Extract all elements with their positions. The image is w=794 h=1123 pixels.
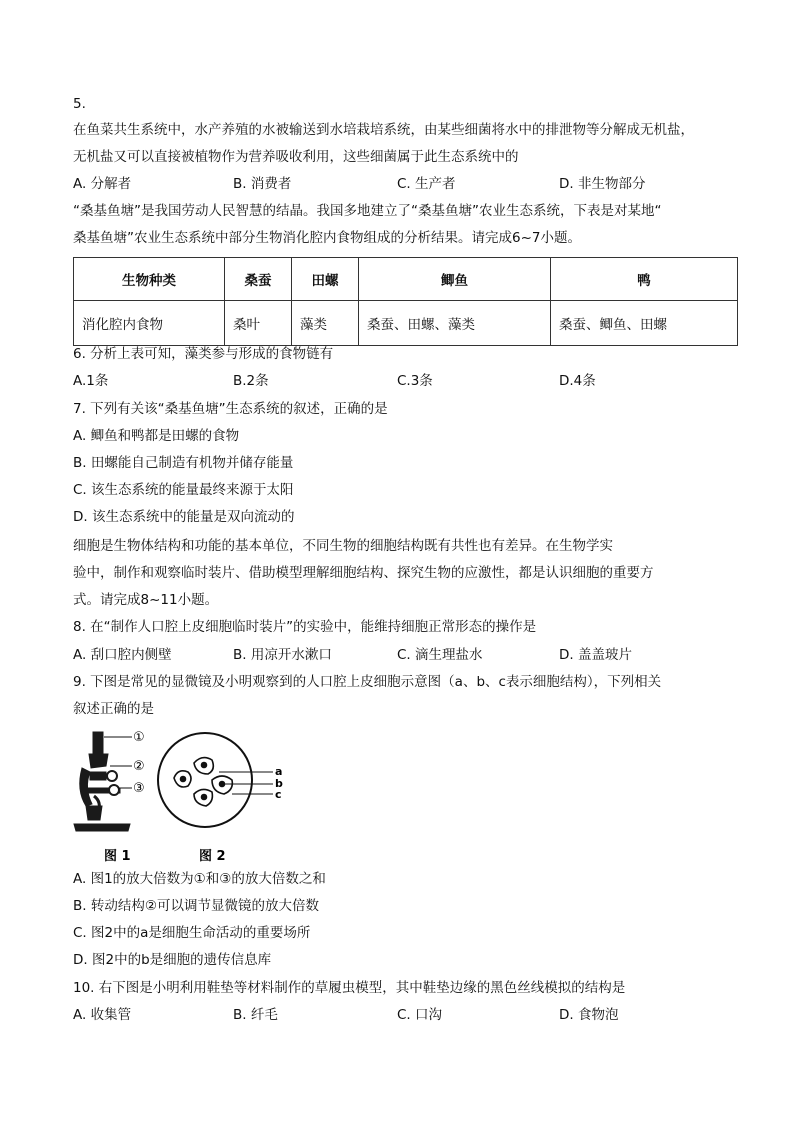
q9-option-c: C. 图2中的a是细胞生命活动的重要场所	[73, 925, 311, 941]
q8-option-b: B. 用凉开水漱口	[233, 647, 332, 663]
q9-stem-line1: 9. 下图是常见的显微镜及小明观察到的人口腔上皮细胞示意图（a、b、c表示细胞结构），下列相关	[73, 674, 662, 690]
microscope-drawing	[74, 732, 130, 831]
q5-option-b: B. 消费者	[233, 176, 292, 192]
q8-option-d: D. 盖盖玻片	[559, 647, 632, 663]
q10-option-b: B. 纤毛	[233, 1007, 278, 1023]
q7-stem: 7. 下列有关该“桑基鱼塘”生态系统的叙述，正确的是	[73, 401, 388, 417]
q9-option-a: A. 图1的放大倍数为①和③的放大倍数之和	[73, 871, 326, 887]
intro-6-7-line2: 桑基鱼塘”农业生态系统中部分生物消化腔内食物组成的分析结果。请完成6~7小题。	[73, 230, 581, 246]
figure-2-caption: 图 2	[199, 849, 226, 864]
nucleus	[202, 763, 207, 768]
q8-stem: 8. 在“制作人口腔上皮细胞临时装片”的实验中，能维持细胞正常形态的操作是	[73, 619, 537, 635]
q8-option-a: A. 刮口腔内侧壁	[73, 647, 172, 663]
q6-option-c: C.3条	[397, 373, 433, 389]
table-header-row	[74, 258, 738, 301]
q6-option-b: B.2条	[233, 373, 269, 389]
q9-option-b: B. 转动结构②可以调节显微镜的放大倍数	[73, 898, 319, 914]
intro-6-7-line1: “桑基鱼塘”是我国劳动人民智慧的结晶。我国多地建立了“桑基鱼塘”农业生态系统，下表是对某地“	[73, 203, 662, 219]
food-composition-table	[73, 257, 738, 346]
q5-option-c: C. 生产者	[397, 176, 456, 192]
table-cell: 桑蚕、鲫鱼、田螺	[551, 301, 738, 346]
q9-stem-line2: 叙述正确的是	[73, 701, 154, 717]
eyepiece	[93, 732, 103, 754]
nucleus	[202, 795, 207, 800]
q5-option-a: A. 分解者	[73, 176, 132, 192]
cell-label-b: b	[275, 777, 283, 790]
nosepiece	[90, 772, 106, 780]
table-cell: 桑蚕、田螺、藻类	[359, 301, 551, 346]
table-cell: 桑叶	[225, 301, 292, 346]
nucleus	[181, 777, 186, 782]
marker-1: ①	[133, 730, 145, 745]
table-header-cell: 鲫鱼	[359, 258, 551, 301]
table-cell: 消化腔内食物	[74, 301, 225, 346]
intro-8-11-line1: 细胞是生物体结构和功能的基本单位，不同生物的细胞结构既有共性也有差异。在生物学实	[73, 538, 613, 554]
table-cell: 藻类	[292, 301, 359, 346]
marker-3: ③	[133, 781, 145, 796]
intro-8-11-line2: 验中，制作和观察临时装片、借助模型理解细胞结构、探究生物的应激性，都是认识细胞的重要方	[73, 565, 654, 581]
q5-stem-line2: 无机盐又可以直接被植物作为营养吸收利用，这些细菌属于此生态系统中的	[73, 149, 519, 165]
marker-2: ②	[133, 759, 145, 774]
table-header-cell: 桑蚕	[225, 258, 292, 301]
q5-number: 5.	[73, 96, 86, 112]
cell-label-c: c	[275, 788, 282, 801]
table-header-cell: 生物种类	[74, 258, 225, 301]
q8-option-c: C. 滴生理盐水	[397, 647, 483, 663]
table-row	[74, 301, 738, 346]
figure-1-caption: 图 1	[104, 849, 131, 864]
q6-option-a: A.1条	[73, 373, 109, 389]
table-header-cell: 田螺	[292, 258, 359, 301]
q5-option-d: D. 非生物部分	[559, 176, 646, 192]
q6-option-d: D.4条	[559, 373, 596, 389]
q5-stem-line1: 在鱼菜共生系统中，水产养殖的水被输送到水培栽培系统，由某些细菌将水中的排泄物等分解成无机盐，	[73, 122, 694, 138]
q6-stem: 6. 分析上表可知，藻类参与形成的食物链有	[73, 346, 334, 362]
lens-barrel	[89, 754, 108, 768]
fine-knob	[109, 785, 119, 795]
q10-option-d: D. 食物泡	[559, 1007, 619, 1023]
cheek-cells	[174, 758, 232, 806]
q9-option-d: D. 图2中的b是细胞的遗传信息库	[73, 952, 272, 968]
coarse-knob	[107, 771, 117, 781]
q7-option-c: C. 该生态系统的能量最终来源于太阳	[73, 482, 294, 498]
microscope-cell-figure	[72, 728, 302, 866]
q10-option-c: C. 口沟	[397, 1007, 443, 1023]
q10-option-a: A. 收集管	[73, 1007, 132, 1023]
base	[74, 824, 130, 831]
q7-option-a: A. 鲫鱼和鸭都是田螺的食物	[73, 428, 240, 444]
q7-option-b: B. 田螺能自己制造有机物并储存能量	[73, 455, 294, 471]
q7-option-d: D. 该生态系统中的能量是双向流动的	[73, 509, 295, 525]
field-of-view	[158, 733, 252, 827]
intro-8-11-line3: 式。请完成8~11小题。	[73, 592, 219, 608]
q10-stem: 10. 右下图是小明利用鞋垫等材料制作的草履虫模型，其中鞋垫边缘的黑色丝线模拟的结构是	[73, 980, 626, 996]
table-header-cell: 鸭	[551, 258, 738, 301]
cell-label-a: a	[275, 765, 283, 778]
